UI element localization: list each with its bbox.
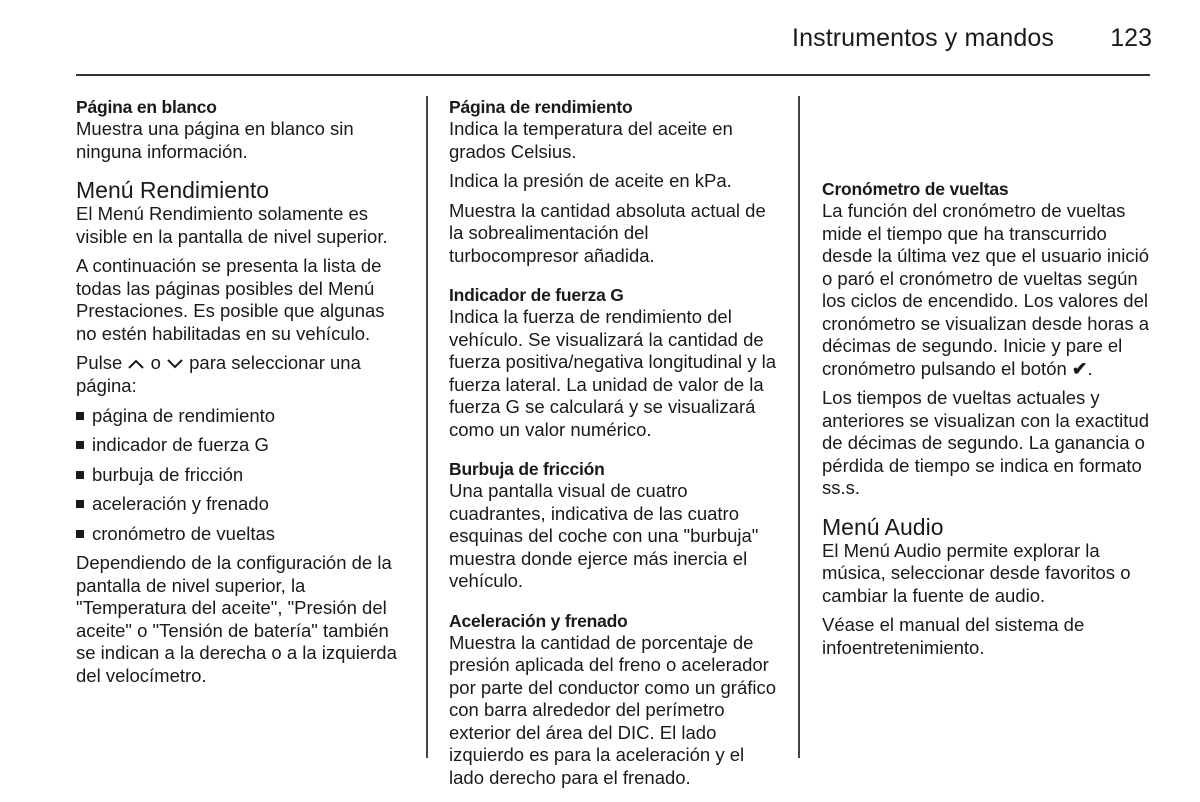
- list-item: [76, 405, 406, 428]
- lap-timer-text-end: .: [1087, 357, 1093, 379]
- g-force-heading: Indicador de fuerza G: [449, 285, 624, 305]
- performance-page-text-3: Muestra la cantidad absoluta actual de la sobrealimentación del turbocompresor añadida.: [449, 199, 766, 266]
- column-divider-2: [798, 96, 800, 758]
- performance-page-text-1: Indica la temperatura del aceite en grados Celsius.: [449, 118, 733, 162]
- lap-timer-text-1: [822, 200, 1152, 380]
- column-3: [822, 178, 1152, 666]
- lap-timer-text-2: Los tiempos de vueltas actuales y anteriores se visualizan con la exactitud de décimas de segundo. La ganancia o pérdida de tiempo se indica en formato ss.s.: [822, 387, 1150, 498]
- list-item: [76, 464, 406, 487]
- bullet-square-icon: [76, 471, 84, 479]
- list-item-label: indicador de fuerza G: [92, 434, 269, 456]
- chevron-down-icon: [166, 353, 184, 376]
- page-list: [76, 405, 406, 546]
- performance-menu-text-1: El Menú Rendimiento solamente es visible en la pantalla de nivel superior.: [76, 203, 388, 247]
- chevron-up-icon: [127, 353, 145, 376]
- press-prefix: Pulse: [76, 352, 123, 373]
- audio-menu-heading: Menú Audio: [822, 513, 944, 540]
- bullet-square-icon: [76, 412, 84, 420]
- performance-menu-text-2: A continuación se presenta la lista de todas las páginas posibles del Menú Prestaciones. Es posible que algunas no estén habilitadas en su vehículo.: [76, 255, 385, 344]
- press-or: o: [150, 352, 161, 373]
- list-item: [76, 434, 406, 457]
- column-divider-1: [426, 96, 428, 758]
- bullet-square-icon: [76, 530, 84, 538]
- g-force-text: Indica la fuerza de rendimiento del vehículo. Se visualizará la cantidad de fuerza positiva/negativa longitudinal y la fuerza lateral. La unidad de valor de la fuerza G se calculará y se visualizará como un valor numérico.: [449, 306, 777, 440]
- column-1: [76, 96, 406, 694]
- checkmark-icon: ✔: [1071, 357, 1088, 379]
- performance-page-text-2: Indica la presión de aceite en kPa.: [449, 170, 732, 191]
- bullet-square-icon: [76, 500, 84, 508]
- page-number: 123: [1110, 24, 1152, 52]
- list-item-label: burbuja de fricción: [92, 463, 244, 485]
- header-divider: [76, 74, 1150, 76]
- press-instruction: [76, 352, 406, 398]
- bullet-square-icon: [76, 441, 84, 449]
- performance-menu-heading: Menú Rendimiento: [76, 177, 270, 203]
- audio-menu-text-1: El Menú Audio permite explorar la música, seleccionar desde favoritos o cambiar la fuente de audio.: [822, 539, 1131, 606]
- list-item: [76, 493, 406, 516]
- performance-page-heading: Página de rendimiento: [449, 97, 633, 117]
- list-item-label: página de rendimiento: [92, 404, 276, 426]
- list-item-label: cronómetro de vueltas: [92, 522, 276, 544]
- configuration-text: Dependiendo de la configuración de la pantalla de nivel superior, la "Temperatura del aceite", "Presión del aceite" o "Tensión de batería" también se indican a la derecha o a la izquierda del velocímetro.: [76, 552, 397, 686]
- list-item-label: aceleración y frenado: [92, 493, 269, 515]
- lap-timer-heading: Cronómetro de vueltas: [822, 179, 1009, 199]
- press-suffix: para seleccionar una página:: [76, 352, 361, 397]
- page-title: Instrumentos y mandos: [792, 24, 1054, 52]
- audio-menu-text-2: Véase el manual del sistema de infoentretenimiento.: [822, 614, 1085, 658]
- acceleration-braking-text: Muestra la cantidad de porcentaje de presión aplicada del freno o acelerador por parte del conductor como un gráfico con barra alrededor del perímetro exterior del área del DIC. El lado izquierdo es para la aceleración y el lado derecho para el frenado.: [449, 631, 777, 788]
- column-2: [449, 96, 779, 796]
- acceleration-braking-heading: Aceleración y frenado: [449, 610, 628, 631]
- friction-bubble-heading: Burbuja de fricción: [449, 459, 605, 479]
- friction-bubble-text: Una pantalla visual de cuatro cuadrantes, indicativa de las cuatro esquinas del coche con una "burbuja" muestra donde ejerce más inercia el vehículo.: [449, 480, 759, 591]
- blank-page-heading: Página en blanco: [76, 97, 217, 117]
- lap-timer-text-body: La función del cronómetro de vueltas mide el tiempo que ha transcurrido desde la última vez que el usuario inició o paró el cronómetro de vueltas según los ciclos de encendido. Los valores del cronómetro se visualizan desde horas a décimas de segundo. Inicie y pare el cronómetro pulsando el botón: [822, 200, 1150, 379]
- blank-page-text: Muestra una página en blanco sin ninguna información.: [76, 118, 354, 162]
- list-item: [76, 523, 406, 546]
